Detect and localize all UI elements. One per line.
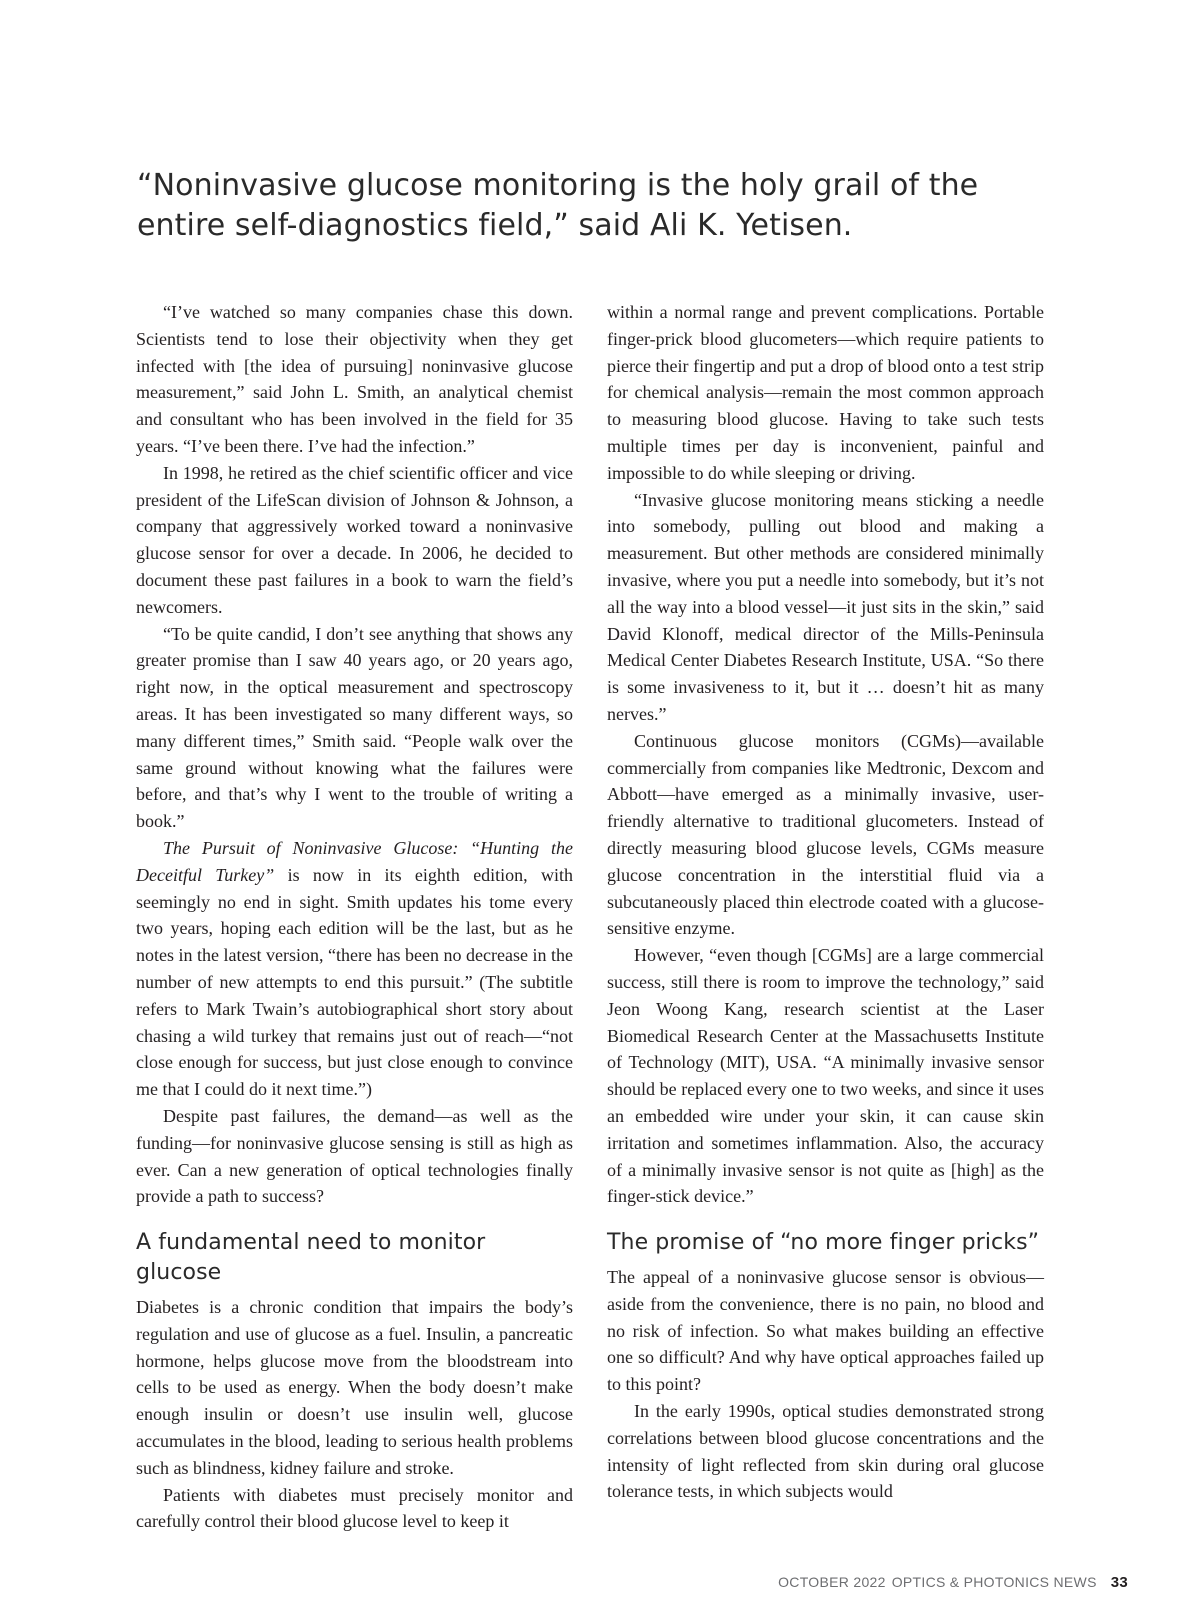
page-footer xyxy=(778,1573,1128,1592)
paragraph: “Invasive glucose monitoring means sticking a needle into somebody, pulling out blood and making a measurement. But other methods are considered minimally invasive, where you put a needle into somebody, but it’s not all the way into a blood vessel—it just sits in the skin,” said David Klonoff, medical director of the Mills-Peninsula Medical Center Diabetes Research Institute, USA. “So there is some invasiveness to it, but it … doesn’t hit as many nerves.” xyxy=(607,489,1044,724)
paragraph: within a normal range and prevent complications. Portable finger-prick blood glucometers—which require patients to pierce their fingertip and put a drop of blood onto a test strip for chemical analysis—remain the most common approach to measuring blood glucose. Having to take such tests multiple times per day is inconvenient, painful and impossible to do while sleeping or driving. xyxy=(607,302,1044,483)
section-heading: The promise of “no more finger pricks” xyxy=(607,1230,1040,1256)
section-heading: A fundamental need to monitor glucose xyxy=(136,1230,486,1286)
pull-quote: “Noninvasive glucose monitoring is the holy grail of the entire self-diagnostics field,” said Ali K. Yetisen. xyxy=(137,168,979,243)
issue-date: OCTOBER 2022 xyxy=(778,1574,886,1590)
paragraph: Despite past failures, the demand—as well as the funding—for noninvasive glucose sensing is still as high as ever. Can a new generation of optical technologies finally provide a path to success? xyxy=(136,1105,573,1207)
paragraph: The appeal of a noninvasive glucose sensor is obvious—aside from the convenience, there is no pain, no blood and no risk of infection. So what makes building an effective one so difficult? And why have optical approaches failed up to this point? xyxy=(607,1267,1044,1395)
paragraph: Patients with diabetes must precisely monitor and carefully control their blood glucose level to keep it xyxy=(136,1484,573,1532)
paragraph: However, “even though [CGMs] are a large commercial success, still there is room to improve the technology,” said Jeon Woong Kang, research scientist at the Laser Biomedical Research Center at the Massachusetts Institute of Technology (MIT), USA. “A minimally invasive sensor should be replaced every one to two weeks, and since it uses an embedded wire under your skin, it can cause skin irritation and sometimes inflammation. Also, the accuracy of a minimally invasive sensor is not quite as [high] as the finger-stick device.” xyxy=(607,945,1044,1207)
book-title: The Pursuit of Noninvasive Glucose: “Hunting the Deceitful Turkey” xyxy=(136,837,573,885)
paragraph: “To be quite candid, I don’t see anything that shows any greater promise than I saw 40 years ago, or 20 years ago, right now, in the optical measurement and spectroscopy areas. It has been investigated so many different ways, so many different times,” Smith said. “People walk over the same ground without knowing what the failures were before, and that’s why I went to the trouble of writing a book.” xyxy=(136,623,573,832)
paragraph xyxy=(136,835,573,1103)
paragraph: Diabetes is a chronic condition that impairs the body’s regulation and use of glucose as a fuel. Insulin, a pancreatic hormone, helps glucose move from the bloodstream into cells to be used as energy. When the body doesn’t make enough insulin or doesn’t use insulin well, glucose accumulates in the blood, leading to serious health problems such as blindness, kidney failure and stroke. xyxy=(136,1297,573,1478)
paragraph: “I’ve watched so many companies chase this down. Scientists tend to lose their objectivity when they get infected with [the idea of pursuing] noninvasive glucose measurement,” said John L. Smith, an analytical chemist and consultant who has been involved in the field for 35 years. “I’ve been there. I’ve had the infection.” xyxy=(136,302,573,456)
paragraph: Continuous glucose monitors (CGMs)—available commercially from companies like Medtronic, Dexcom and Abbott—have emerged as a minimally invasive, user-friendly alternative to traditional glucometers. Instead of directly measuring blood glucose levels, CGMs measure glucose concentration in the interstitial fluid via a subcutaneously placed thin electrode coated with a glucose-sensitive enzyme. xyxy=(607,730,1044,939)
article-column-left xyxy=(136,299,573,1535)
page-number: 33 xyxy=(1110,1574,1128,1591)
publication-name: OPTICS & PHOTONICS NEWS xyxy=(891,1574,1097,1590)
paragraph: In the early 1990s, optical studies demonstrated strong correlations between blood glucose concentrations and the intensity of light reflected from skin during oral glucose tolerance tests, in which subjects would xyxy=(607,1401,1044,1502)
paragraph: In 1998, he retired as the chief scientific officer and vice president of the LifeScan division of Johnson & Johnson, a company that aggressively worked toward a noninvasive glucose sensor for over a decade. In 2006, he decided to document these past failures in a book to warn the field’s newcomers. xyxy=(136,462,573,617)
article-column-right xyxy=(607,299,1044,1505)
paragraph-text: is now in its eighth edition, with seemingly no end in sight. Smith updates his tome every two years, hoping each edition will be the last, but as he notes in the latest version, “there has been no decrease in the number of new attempts to end this pursuit.” (The subtitle refers to Mark Twain’s autobiographical short story about chasing a wild turkey that remains just out of reach—“not close enough for success, but just close enough to convince me that I could do it next time.”) xyxy=(136,864,573,1100)
